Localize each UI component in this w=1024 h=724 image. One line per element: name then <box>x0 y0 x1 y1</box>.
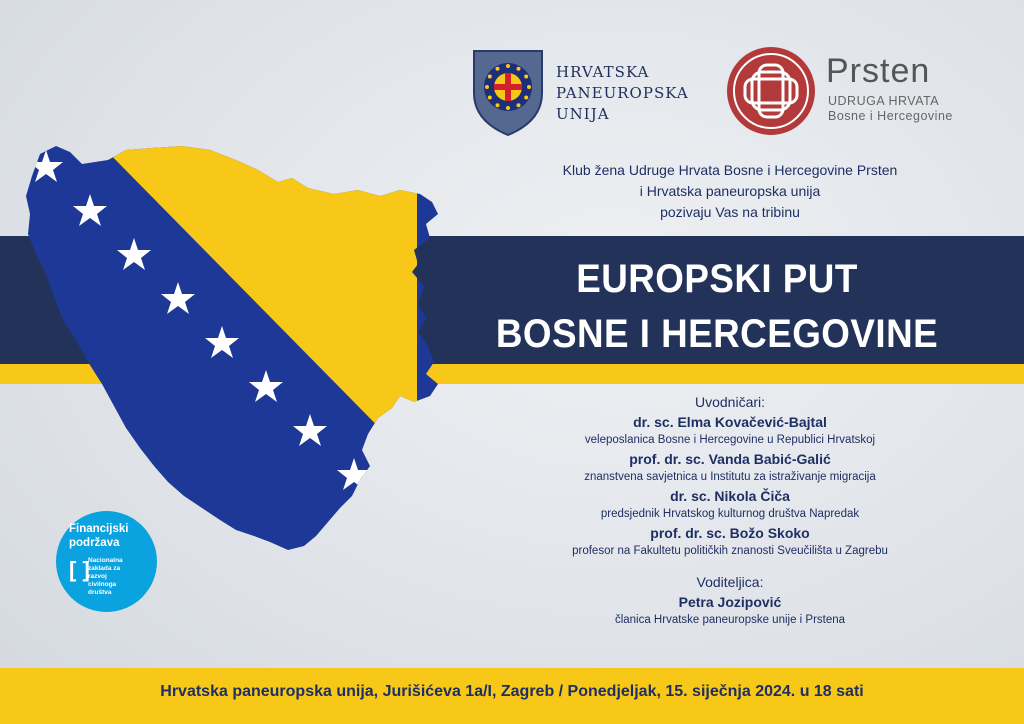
funding-badge <box>56 511 157 612</box>
speaker-role: profesor na Fakultetu političkih znanosti Sveučilišta u Zagrebu <box>572 545 888 557</box>
intro-line: i Hrvatska paneuropska unija <box>639 183 821 199</box>
badge-org-line: društva <box>88 589 112 596</box>
footer-event-details: Hrvatska paneuropska unija, Jurišićeva 1a/I, Zagreb / Ponedjeljak, 15. siječnja 2024. u 18 sati <box>160 683 864 700</box>
prsten-sub-line: UDRUGA HRVATA <box>828 94 940 108</box>
hpu-line: PANEUROPSKA <box>556 84 689 102</box>
prsten-title: Prsten <box>826 52 931 90</box>
speaker-name: prof. dr. sc. Vanda Babić-Galić <box>629 451 831 467</box>
hpu-logo-text <box>556 62 689 125</box>
badge-org-line: civilnoga <box>88 581 117 588</box>
moderator-label: Voditeljica: <box>696 574 764 590</box>
badge-org <box>88 557 123 597</box>
invitation-intro <box>470 160 990 223</box>
badge-org-line: zaklada za <box>88 565 121 572</box>
badge-line: Financijski <box>69 523 129 535</box>
title-line: BOSNE I HERCEGOVINE <box>495 312 939 356</box>
intro-line: pozivaju Vas na tribinu <box>660 204 800 220</box>
badge-org-line: Nacionalna <box>88 557 123 564</box>
speaker-role: predsjednik Hrvatskog kulturnog društva Napredak <box>600 508 860 520</box>
hpu-line: HRVATSKA <box>556 63 650 81</box>
speaker-role: veleposlanica Bosne i Hercegovine u Republici Hrvatskoj <box>584 434 876 446</box>
event-title <box>435 252 1000 362</box>
speaker-role: znanstvena savjetnica u Institutu za istraživanje migracija <box>584 471 876 483</box>
intro-line: Klub žena Udruge Hrvata Bosne i Hercegovine Prsten <box>562 162 898 178</box>
badge-title <box>69 522 128 550</box>
title-line: EUROPSKI PUT <box>576 257 858 301</box>
moderator-name: Petra Jozipović <box>678 594 782 610</box>
nzrcd-bracket-icon: [ ] <box>69 557 90 582</box>
speakers-section <box>470 392 990 629</box>
moderator-role: članica Hrvatske paneuropske unije i Prstena <box>614 614 846 626</box>
hpu-line: UNIJA <box>556 105 610 123</box>
prsten-subtitle <box>828 94 953 124</box>
speaker-name: dr. sc. Elma Kovačević-Bajtal <box>633 414 827 430</box>
speaker-name: dr. sc. Nikola Čiča <box>670 488 790 504</box>
hpu-shield-logo <box>470 47 546 137</box>
speaker-name: prof. dr. sc. Božo Skoko <box>650 525 810 541</box>
bih-flag-map <box>22 136 442 568</box>
prsten-sub-line: Bosne i Hercegovine <box>828 109 953 123</box>
badge-org-line: razvoj <box>88 573 107 580</box>
badge-line: podržava <box>69 537 120 549</box>
speakers-label: Uvodničari: <box>694 394 766 410</box>
prsten-ring-logo <box>726 46 816 136</box>
